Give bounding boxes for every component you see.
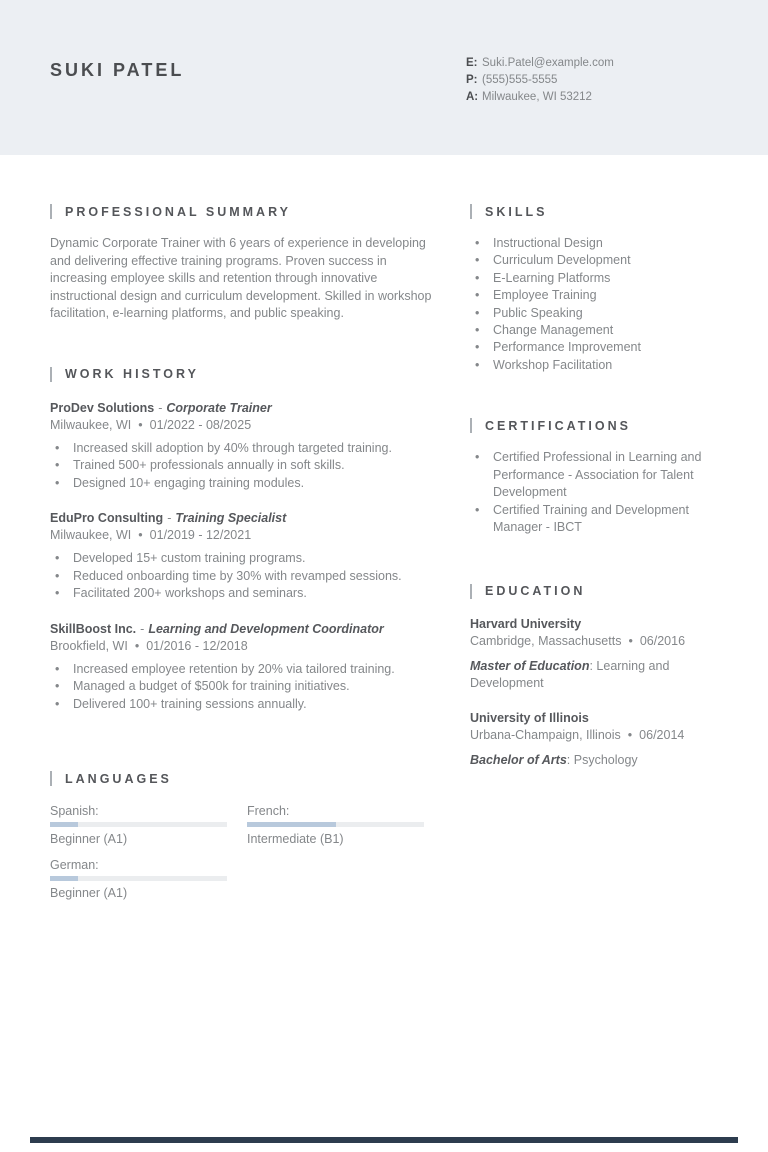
certifications-list [470, 449, 718, 537]
address-value: Milwaukee, WI 53212 [482, 91, 592, 103]
address-label: A: [466, 91, 479, 103]
job-bullet: • Trained 500+ professionals annually in soft skills. [50, 457, 442, 475]
skill-item: • E-Learning Platforms [470, 270, 718, 287]
degree-name: Bachelor of Arts [470, 752, 567, 767]
job-entry [50, 622, 442, 714]
job-entry [50, 401, 442, 493]
job-separator: - [140, 621, 145, 636]
skills-title-text: SKILLS [485, 204, 548, 219]
job-heading [50, 401, 442, 415]
language-item [50, 804, 227, 846]
contact-row-email [466, 55, 614, 72]
work-history-title-text: WORK HISTORY [65, 367, 199, 381]
degree-field: : Psychology [566, 752, 638, 767]
job-bullet: • Developed 15+ custom training programs. [50, 550, 442, 568]
school-meta [470, 728, 718, 742]
email-value: Suki.Patel@example.com [482, 57, 614, 69]
right-column [470, 204, 718, 900]
meta-dot: • [627, 727, 633, 742]
language-level-label: Beginner (A1) [50, 832, 128, 846]
job-bullet-list [50, 661, 442, 714]
certifications-title [470, 418, 718, 433]
resume-body [0, 155, 768, 900]
job-bullet: • Facilitated 200+ workshops and seminars. [50, 585, 442, 603]
work-history-title [50, 367, 442, 382]
meta-dot: • [138, 528, 143, 542]
section-education [470, 584, 718, 770]
summary-text: Dynamic Corporate Trainer with 6 years of experience in developing and delivering effective training programs. Proven success in increasing employee skills and retention through innovative instructional design and curriculum development. Skilled in workshop facilitation, e-learning platforms, and public speaking. [50, 236, 432, 320]
section-professional-summary [50, 204, 442, 323]
skill-item: • Performance Improvement [470, 339, 718, 356]
job-role: Training Specialist [175, 511, 287, 525]
school-name: Harvard University [470, 616, 582, 631]
job-role: Learning and Development Coordinator [148, 621, 384, 636]
contact-block [466, 55, 614, 106]
section-languages [50, 771, 442, 900]
certification-item: • Certified Professional in Learning and Performance - Association for Talent Development [470, 449, 718, 502]
language-name: Spanish: [50, 804, 99, 818]
phone-label: P: [466, 74, 478, 86]
certification-item: • Certified Training and Development Manager - IBCT [470, 502, 718, 537]
job-dates: 01/2022 - 08/2025 [149, 417, 252, 432]
skill-item: • Curriculum Development [470, 252, 718, 269]
professional-summary-title [50, 204, 442, 219]
skill-item: • Employee Training [470, 287, 718, 304]
professional-summary-title-text: PROFESSIONAL SUMMARY [65, 204, 291, 219]
language-level-fill [50, 876, 78, 881]
language-level-label: Intermediate (B1) [247, 832, 344, 846]
email-label: E: [466, 57, 478, 69]
section-work-history [50, 367, 442, 714]
job-separator: - [158, 400, 163, 415]
job-bullet: • Managed a budget of $500k for training initiatives. [50, 678, 442, 696]
certifications-title-text: CERTIFICATIONS [485, 418, 631, 433]
job-company: ProDev Solutions [50, 400, 155, 415]
skill-item: • Instructional Design [470, 235, 718, 252]
job-meta [50, 528, 442, 542]
job-heading [50, 622, 442, 636]
job-meta [50, 418, 442, 432]
language-name: French: [247, 804, 290, 818]
skills-list [470, 235, 718, 374]
job-company: SkillBoost Inc. [50, 621, 137, 636]
job-bullet: • Designed 10+ engaging training modules. [50, 475, 442, 493]
job-bullet-list [50, 550, 442, 603]
education-entry [470, 711, 718, 770]
job-role: Corporate Trainer [166, 400, 272, 415]
job-bullet-list [50, 440, 442, 493]
section-title-bar [470, 204, 472, 219]
job-bullet: • Reduced onboarding time by 30% with revamped sessions. [50, 568, 442, 586]
section-title-bar [470, 418, 472, 433]
job-heading [50, 511, 442, 525]
job-location: Brookfield, WI [50, 638, 128, 653]
bottom-accent-bar [30, 1137, 738, 1143]
languages-grid [50, 804, 442, 900]
resume-header [0, 0, 768, 155]
section-title-bar [470, 584, 472, 599]
meta-dot: • [138, 417, 143, 432]
degree-line [470, 658, 718, 693]
meta-dot: • [628, 633, 633, 648]
graduation-date: 06/2016 [639, 633, 686, 648]
language-level-bar [50, 876, 227, 881]
job-company: EduPro Consulting [50, 511, 164, 525]
language-name: German: [50, 858, 99, 872]
job-separator: - [167, 511, 172, 525]
left-column [50, 204, 442, 900]
language-level-bar [50, 822, 227, 827]
school-location: Urbana-Champaign, Illinois [470, 727, 621, 742]
language-level-fill [247, 822, 336, 827]
section-certifications [470, 418, 718, 537]
contact-row-address [466, 89, 614, 106]
language-item [50, 858, 227, 900]
language-item [247, 804, 424, 846]
meta-dot: • [134, 638, 140, 653]
education-title-text: EDUCATION [485, 584, 586, 599]
section-title-bar [50, 771, 52, 786]
job-bullet: • Increased skill adoption by 40% through targeted training. [50, 440, 442, 458]
section-skills [470, 204, 718, 374]
contact-row-phone [466, 72, 614, 89]
section-title-bar [50, 204, 52, 219]
school-meta [470, 634, 718, 648]
skills-title [470, 204, 718, 219]
job-entry [50, 511, 442, 603]
job-location: Milwaukee, WI [50, 417, 132, 432]
degree-field: : Learning and Development [470, 658, 670, 691]
degree-line [470, 752, 718, 770]
phone-value: (555)555-5555 [482, 74, 558, 86]
language-level-bar [247, 822, 424, 827]
section-title-bar [50, 367, 52, 382]
language-level-fill [50, 822, 78, 827]
skill-item: • Workshop Facilitation [470, 357, 718, 374]
language-level-label: Beginner (A1) [50, 886, 128, 900]
languages-title [50, 771, 442, 786]
education-title [470, 584, 718, 599]
job-bullet: • Increased employee retention by 20% via tailored training. [50, 661, 442, 679]
degree-name: Master of Education [470, 658, 590, 673]
languages-title-text: LANGUAGES [65, 771, 172, 786]
job-bullet: • Delivered 100+ training sessions annually. [50, 696, 442, 714]
school-name: University of Illinois [470, 710, 589, 725]
skill-item: • Change Management [470, 322, 718, 339]
job-meta [50, 639, 442, 653]
job-dates: 01/2016 - 12/2018 [146, 638, 248, 653]
skill-item: • Public Speaking [470, 305, 718, 322]
school-location: Cambridge, Massachusetts [470, 633, 622, 648]
job-dates: 01/2019 - 12/2021 [149, 528, 252, 542]
education-entry [470, 617, 718, 693]
job-location: Milwaukee, WI [50, 528, 132, 542]
graduation-date: 06/2014 [639, 727, 685, 742]
candidate-name: SUKI PATEL [50, 60, 185, 80]
